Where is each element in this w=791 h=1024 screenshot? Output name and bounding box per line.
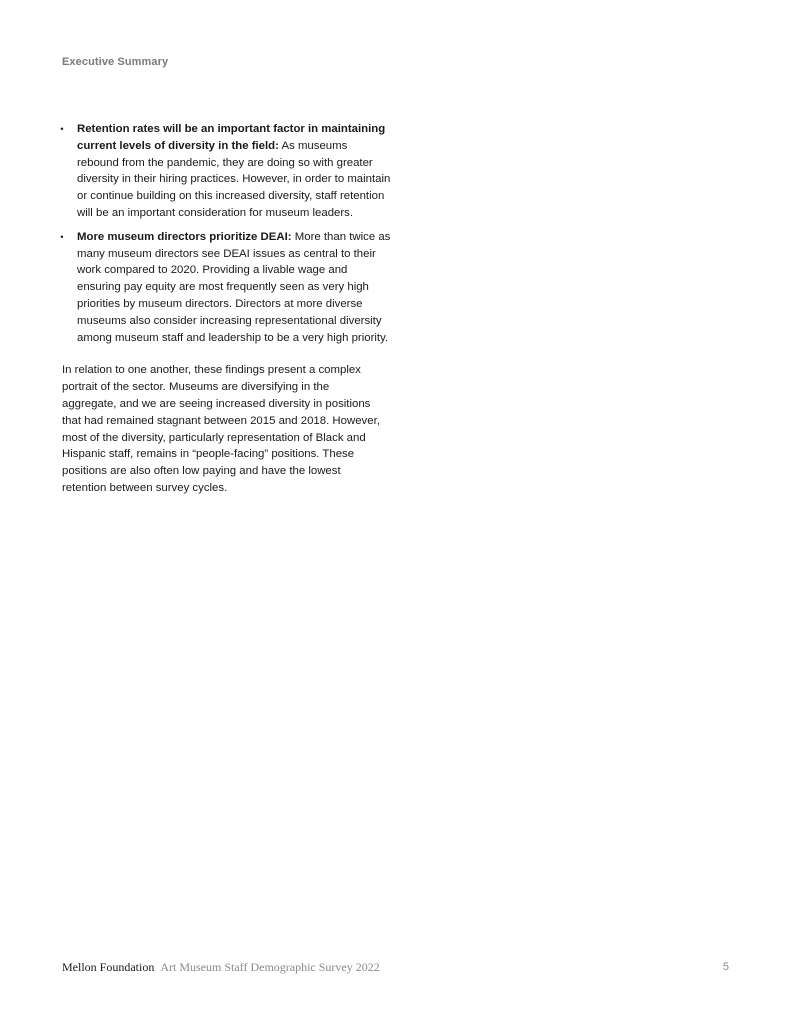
footer-organization: Mellon Foundation (62, 960, 155, 974)
finding-retention (62, 121, 392, 222)
finding-body: More than twice as many museum directors see DEAI issues as central to their work compared to 2020. Providing a livable wage and ensuring pay equity are most frequently seen as very high priorities by museum directors. Directors at more diverse museums also consider increasing representational diversity among museum staff and leadership to be a very high priority. (77, 230, 391, 344)
summary-content (62, 121, 392, 497)
finding-heading: More museum directors prioritize DEAI: (77, 230, 292, 243)
findings-list (62, 121, 392, 346)
section-label: Executive Summary (62, 56, 169, 68)
footer (62, 960, 380, 975)
summary-paragraph: In relation to one another, these findings present a complex portrait of the sector. Museums are diversifying in the aggregate, and we are seeing increased diversity in positions that had remained stagnant between 2015 and 2018. However, most of the diversity, particularly representation of Black and Hispanic staff, remains in “people-facing” positions. These positions are also often low paying and have the lowest retention between survey cycles. (62, 364, 380, 494)
finding-heading: Retention rates will be an important factor in maintaining current levels of diversity in the field: (77, 123, 386, 152)
finding-directors (62, 229, 392, 347)
finding-body: As museums rebound from the pandemic, they are doing so with greater diversity in their hiring practices. However, in order to maintain or continue building on this increased diversity, staff retention will be an important consideration for museum leaders. (77, 139, 391, 219)
bullet-icon: • (60, 231, 64, 242)
bullet-icon: • (60, 124, 64, 134)
page-number: 5 (722, 961, 729, 973)
footer-report-title: Art Museum Staff Demographic Survey 2022 (160, 960, 380, 974)
